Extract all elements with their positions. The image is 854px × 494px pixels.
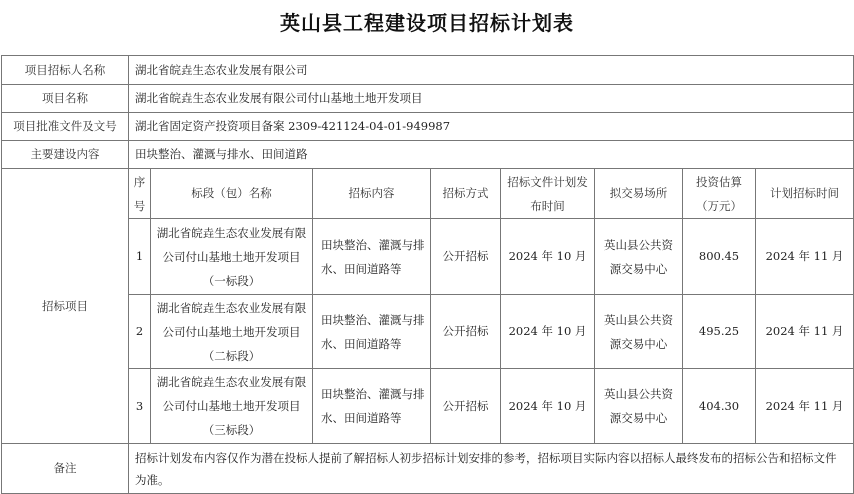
row-investment: 404.30 <box>683 369 756 444</box>
row-plan-time: 2024 年 11 月 <box>756 219 854 295</box>
header-publish-time: 招标文件计划发布时间 <box>501 169 595 219</box>
remarks-text: 招标计划发布内容仅作为潜在投标人提前了解招标人初步招标计划安排的参考，招标项目实际内容以招标人最终发布的招标公告和招标文件为准。 <box>129 444 854 494</box>
row-project-name <box>2 85 854 113</box>
header-method: 招标方式 <box>431 169 501 219</box>
row-content: 田块整治、灌溉与排水、田间道路等 <box>313 295 431 369</box>
tenderer-label: 项目招标人名称 <box>2 56 129 85</box>
row-publish-time: 2024 年 10 月 <box>501 295 595 369</box>
row-investment: 495.25 <box>683 295 756 369</box>
row-publish-time: 2024 年 10 月 <box>501 219 595 295</box>
approval-label: 项目批准文件及文号 <box>2 113 129 141</box>
header-plan-time: 计划招标时间 <box>756 169 854 219</box>
row-approval <box>2 113 854 141</box>
row-section-name: 湖北省皖垚生态农业发展有限公司付山基地土地开发项目（一标段） <box>151 219 313 295</box>
header-content: 招标内容 <box>313 169 431 219</box>
row-method: 公开招标 <box>431 295 501 369</box>
row-publish-time: 2024 年 10 月 <box>501 369 595 444</box>
main-content-label: 主要建设内容 <box>2 141 129 169</box>
table-row <box>2 369 854 444</box>
header-investment: 投资估算（万元） <box>683 169 756 219</box>
main-content-value: 田块整治、灌溉与排水、田间道路 <box>129 141 854 169</box>
bidding-section-label: 招标项目 <box>2 169 129 444</box>
approval-value: 湖北省固定资产投资项目备案 2309-421124-04-01-949987 <box>129 113 854 141</box>
row-section-name: 湖北省皖垚生态农业发展有限公司付山基地土地开发项目（二标段） <box>151 295 313 369</box>
row-seq: 1 <box>129 219 151 295</box>
project-name-value: 湖北省皖垚生态农业发展有限公司付山基地土地开发项目 <box>129 85 854 113</box>
row-remarks <box>2 444 854 494</box>
row-method: 公开招标 <box>431 219 501 295</box>
header-seq: 序号 <box>129 169 151 219</box>
row-content: 田块整治、灌溉与排水、田间道路等 <box>313 219 431 295</box>
row-investment: 800.45 <box>683 219 756 295</box>
row-tenderer <box>2 56 854 85</box>
row-seq: 2 <box>129 295 151 369</box>
row-plan-time: 2024 年 11 月 <box>756 369 854 444</box>
tenderer-value: 湖北省皖垚生态农业发展有限公司 <box>129 56 854 85</box>
row-plan-time: 2024 年 11 月 <box>756 295 854 369</box>
row-main-content <box>2 141 854 169</box>
header-venue: 拟交易场所 <box>595 169 683 219</box>
row-section-name: 湖北省皖垚生态农业发展有限公司付山基地土地开发项目（三标段） <box>151 369 313 444</box>
row-venue: 英山县公共资源交易中心 <box>595 295 683 369</box>
remarks-label: 备注 <box>2 444 129 494</box>
bidding-header-row <box>2 169 854 219</box>
page-title: 英山县工程建设项目招标计划表 <box>280 11 574 35</box>
row-venue: 英山县公共资源交易中心 <box>595 369 683 444</box>
project-name-label: 项目名称 <box>2 85 129 113</box>
row-method: 公开招标 <box>431 369 501 444</box>
row-content: 田块整治、灌溉与排水、田间道路等 <box>313 369 431 444</box>
row-venue: 英山县公共资源交易中心 <box>595 219 683 295</box>
tender-plan-table <box>1 55 854 494</box>
table-row <box>2 295 854 369</box>
table-row <box>2 219 854 295</box>
header-section: 标段（包）名称 <box>151 169 313 219</box>
row-seq: 3 <box>129 369 151 444</box>
